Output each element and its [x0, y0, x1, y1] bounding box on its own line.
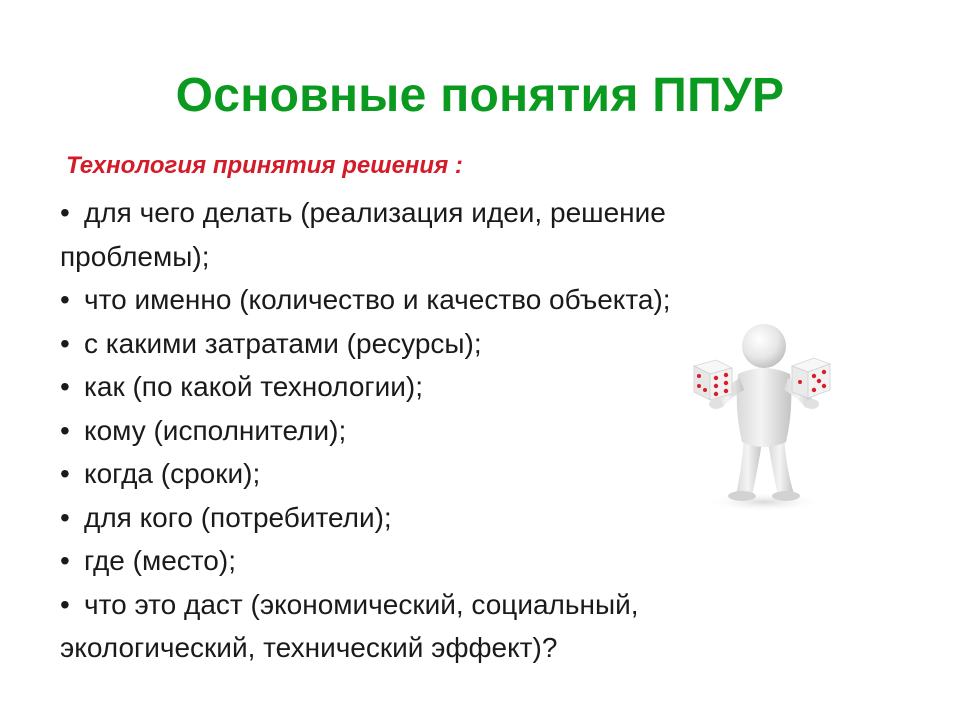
list-item-text: что это даст (экономический, социальный, экологический, технический эффект)? [60, 588, 639, 663]
list-item-text: для чего делать (реализация идеи, решение проблемы); [60, 197, 666, 272]
bullet-icon: • [60, 371, 70, 402]
list-item [60, 365, 760, 409]
bullet-icon: • [60, 501, 70, 533]
bullet-icon: • [60, 327, 70, 359]
bullet-icon: • [60, 458, 70, 489]
list-item-text: где (место); [84, 545, 236, 576]
bullet-icon: • [60, 414, 70, 446]
list-item [60, 278, 760, 322]
bullet-icon: • [60, 284, 70, 315]
slide-subtitle: Технология принятия решения : [66, 152, 463, 179]
slide-title: Основные понятия ППУР [175, 69, 785, 122]
list-item-text: для кого (потребители); [84, 501, 392, 533]
list-item [60, 496, 760, 540]
list-item-text: кому (исполнители); [84, 414, 347, 446]
list-item-text: когда (сроки); [84, 458, 261, 489]
bullet-list [60, 191, 760, 670]
person-holding-dice-icon [672, 318, 848, 518]
list-item [60, 409, 760, 453]
list-item [60, 539, 760, 583]
list-item [60, 452, 760, 496]
list-item-text: что именно (количество и качество объекта); [84, 284, 671, 315]
bullet-icon: • [60, 545, 70, 576]
list-item-text: с какими затратами (ресурсы); [84, 327, 482, 359]
bullet-icon: • [60, 588, 70, 620]
list-item-text: как (по какой технологии); [84, 371, 424, 402]
list-item [60, 191, 760, 278]
list-item [60, 322, 760, 366]
bullet-icon: • [60, 197, 70, 228]
list-item [60, 583, 760, 670]
